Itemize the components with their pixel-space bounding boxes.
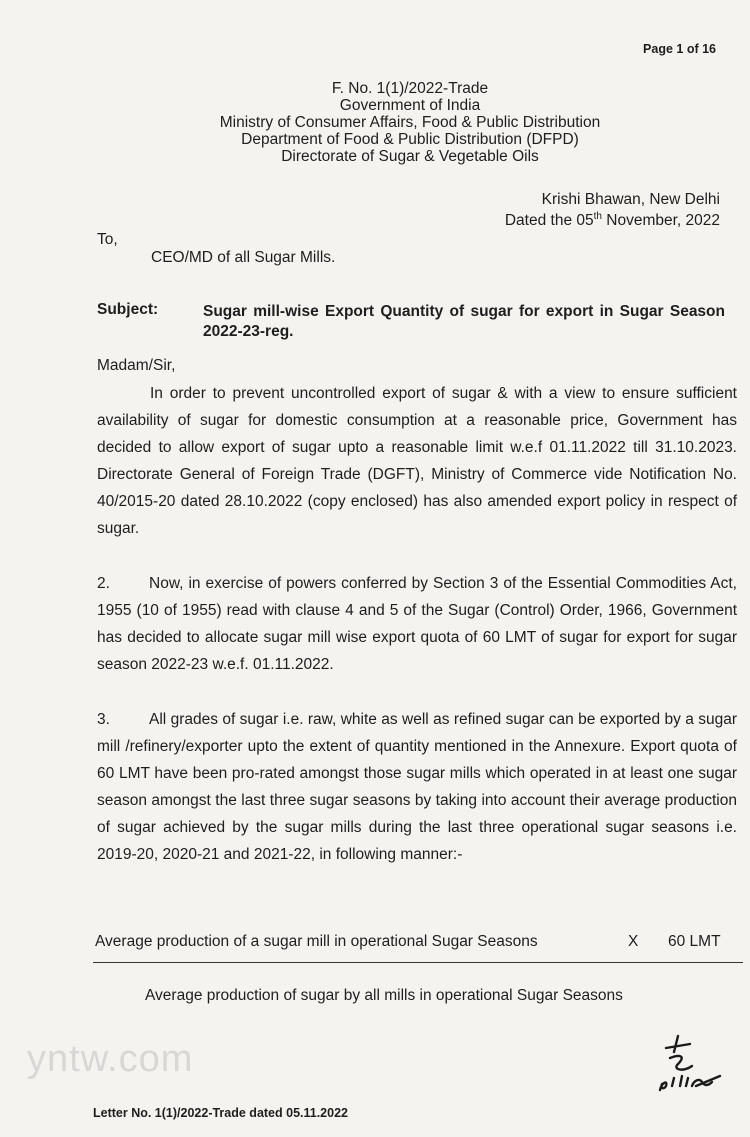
directorate-name: Directorate of Sugar & Vegetable Oils [281, 148, 539, 165]
handwritten-signature [648, 1032, 738, 1092]
department-name: Department of Food & Public Distribution (DFPD) [241, 131, 579, 148]
subject-label: Subject: [97, 301, 159, 318]
addressee: CEO/MD of all Sugar Mills. [151, 249, 336, 266]
to-label: To, [97, 231, 118, 248]
formula-denominator: Average production of sugar by all mills in operational Sugar Seasons [145, 987, 623, 1004]
paragraph-2-number: 2. [97, 575, 110, 592]
subject-text: Sugar mill-wise Export Quantity of sugar for export in Sugar Season 2022-23-reg. [203, 303, 725, 340]
letter-date [505, 208, 720, 229]
formula-fraction-line [93, 962, 743, 963]
paragraph-3-text: All grades of sugar i.e. raw, white as well as refined sugar can be exported by a sugar mill /refinery/exporter upto the extent of quantity mentioned in the Annexure. Export quota of 60 LMT have been pro-rated amongst those sugar mills which operated in at least one sugar season amongst the last three sugar seasons by taking into account their average production of sugar achieved by the sugar mills during the last three operational sugar seasons i.e. 2019-20, 2020-21 and 2021-22, in following manner:- [97, 711, 737, 863]
place: Krishi Bhawan, New Delhi [541, 191, 720, 208]
ministry-name: Ministry of Consumer Affairs, Food & Public Distribution [219, 114, 601, 131]
formula-numerator: Average production of a sugar mill in operational Sugar Seasons [95, 933, 538, 950]
place-date-block [505, 191, 720, 229]
salutation: Madam/Sir, [97, 357, 176, 374]
date-prefix: Dated the 05 [504, 212, 594, 230]
paragraph-2 [97, 570, 737, 678]
paragraph-2-text: Now, in exercise of powers conferred by Section 3 of the Essential Commodities Act, 1955 (10 of 1955) read with clause 4 and 5 of the Sugar (Control) Order, 1966, Government has decided to allocate sugar mill wise export quota of 60 LMT of sugar for export for sugar season 2022-23 w.e.f. 01.11.2022. [97, 575, 737, 673]
paragraph-3 [97, 706, 737, 868]
watermark: yntw.com [27, 1038, 194, 1080]
government-name: Government of India [339, 97, 481, 114]
paragraph-1: In order to prevent uncontrolled export of sugar & with a view to ensure sufficient availability of sugar for domestic consumption at a reasonable price, Government has decided to allow export of sugar upto a reasonable limit w.e.f 01.11.2022 till 31.10.2023. Directorate General of Foreign Trade (DGFT), Ministry of Commerce vide Notification No. 40/2015-20 dated 28.10.2022 (copy enclosed) has also amended export policy in respect of sugar. [97, 385, 737, 537]
footer-reference: Letter No. 1(1)/2022-Trade dated 05.11.2022 [93, 1106, 348, 1120]
file-number: F. No. 1(1)/2022-Trade [331, 80, 489, 97]
date-suffix: November, 2022 [601, 212, 720, 230]
formula-multiplier: 60 LMT [668, 933, 721, 950]
page-number: Page 1 of 16 [643, 42, 716, 56]
paragraph-3-number: 3. [97, 711, 110, 728]
formula-operator: X [628, 933, 639, 950]
letter-header [0, 80, 750, 165]
date-superscript: th [593, 211, 602, 222]
